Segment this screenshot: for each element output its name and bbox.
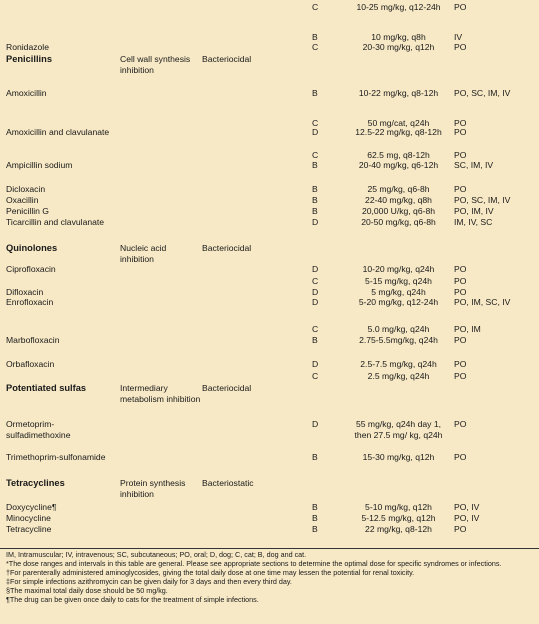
- species-code-cell: D: [312, 264, 319, 274]
- species-code-cell: C: [312, 324, 319, 334]
- footnotes: [6, 551, 534, 604]
- dose-cell: 20-30 mg/kg, q12h: [362, 42, 435, 52]
- footnote: ¶The drug can be given once daily to cats for the treatment of simple infections.: [6, 594, 259, 604]
- dose-cell: 10 mg/kg, q8h: [371, 32, 426, 42]
- route-cell: PO, SC, IM, IV: [454, 88, 511, 98]
- dose-cell: 10-25 mg/kg, q12-24h: [356, 2, 441, 12]
- activity-cell: Bacteriocidal: [202, 243, 252, 253]
- species-code-cell: C: [312, 276, 319, 286]
- species-code-cell: C: [312, 118, 319, 128]
- route-cell: PO, IM, IV: [454, 206, 494, 216]
- drug-name-cell: Tetracycline: [6, 524, 52, 534]
- drug-name-cell: Ronidazole: [6, 42, 49, 52]
- dose-cell: 62.5 mg, q8-12h: [367, 150, 430, 160]
- species-code-cell: B: [312, 160, 318, 170]
- species-code-cell: B: [312, 502, 318, 512]
- species-code-cell: C: [312, 2, 319, 12]
- dose-cell: 50 mg/cat, q24h: [367, 118, 430, 128]
- route-cell: PO: [454, 276, 467, 286]
- route-cell: PO, IV: [454, 513, 480, 523]
- route-cell: PO: [454, 150, 467, 160]
- dose-cell: 20,000 U/kg, q6-8h: [361, 206, 436, 216]
- route-cell: PO: [454, 264, 467, 274]
- route-cell: PO: [454, 371, 467, 381]
- route-cell: PO: [454, 524, 467, 534]
- species-code-cell: B: [312, 452, 318, 462]
- route-cell: PO, IM: [454, 324, 481, 334]
- species-code-cell: B: [312, 195, 318, 205]
- route-cell: PO, SC, IM, IV: [454, 195, 511, 205]
- species-code-cell: D: [312, 359, 319, 369]
- route-cell: PO: [454, 2, 467, 12]
- mechanism-cell: Intermediary metabolism inhibition: [120, 383, 201, 404]
- mechanism-cell: Cell wall synthesis inhibition: [120, 54, 191, 75]
- dose-cell: 20-40 mg/kg, q6-12h: [358, 160, 439, 170]
- route-cell: PO: [454, 419, 467, 429]
- species-code-cell: D: [312, 297, 319, 307]
- species-code-cell: C: [312, 150, 319, 160]
- drug-name-cell: Difloxacin: [6, 287, 44, 297]
- route-cell: SC, IM, IV: [454, 160, 494, 170]
- dose-cell: 10-20 mg/kg, q24h: [362, 264, 435, 274]
- dose-cell: 22 mg/kg, q8-12h: [365, 524, 432, 534]
- route-cell: PO: [454, 184, 467, 194]
- dose-cell: 2.75-5.5mg/kg, q24h: [359, 335, 438, 345]
- route-cell: PO: [454, 42, 467, 52]
- mechanism-cell: Protein synthesis inhibition: [120, 478, 186, 499]
- drug-name-cell: Ticarcillin and clavulanate: [6, 217, 105, 227]
- species-code-cell: B: [312, 206, 318, 216]
- drug-name-cell: Quinolones: [6, 243, 58, 253]
- dose-cell: 25 mg/kg, q6-8h: [367, 184, 430, 194]
- drug-name-cell: Enrofloxacin: [6, 297, 54, 307]
- species-code-cell: B: [312, 524, 318, 534]
- drug-name-cell: Ciprofloxacin: [6, 264, 56, 274]
- dose-cell: 10-22 mg/kg, q8-12h: [358, 88, 439, 98]
- footnote: †For parenterally administered aminoglycosides, giving the total daily dose at one time may lessen the potential for renal toxicity.: [6, 567, 415, 577]
- species-code-cell: C: [312, 42, 319, 52]
- route-cell: PO: [454, 452, 467, 462]
- activity-cell: Bacteriocidal: [202, 54, 252, 64]
- drug-name-cell: Amoxicillin and clavulanate: [6, 127, 110, 137]
- route-cell: PO: [454, 335, 467, 345]
- table-divider: [0, 548, 539, 549]
- species-code-cell: B: [312, 335, 318, 345]
- dose-cell: 2.5 mg/kg, q24h: [367, 371, 430, 381]
- species-code-cell: B: [312, 513, 318, 523]
- activity-cell: Bacteriocidal: [202, 383, 252, 393]
- dose-cell: 12.5-22 mg/kg, q8-12h: [355, 127, 442, 137]
- dose-cell: 22-40 mg/kg, q8h: [365, 195, 432, 205]
- species-code-cell: D: [312, 127, 319, 137]
- footnote: §The maximal total daily dose should be 50 mg/kg.: [6, 585, 168, 595]
- species-code-cell: B: [312, 88, 318, 98]
- drug-name-cell: Penicillin G: [6, 206, 49, 216]
- dose-cell: 20-50 mg/kg, q6-8h: [361, 217, 436, 227]
- species-code-cell: D: [312, 419, 319, 429]
- footnote: IM, Intramuscular; IV, intravenous; SC, subcutaneous; PO, oral; D, dog; C, cat; B, dog and cat.: [6, 550, 307, 559]
- drug-name-cell: Trimethoprim-sulfonamide: [6, 452, 106, 462]
- drug-name-cell: Ampicillin sodium: [6, 160, 73, 170]
- drug-name-cell: Dicloxacin: [6, 184, 46, 194]
- route-cell: IM, IV, SC: [454, 217, 493, 227]
- drug-name-cell: Minocycline: [6, 513, 51, 523]
- dose-cell: 5 mg/kg, q24h: [371, 287, 426, 297]
- route-cell: IV: [454, 32, 463, 42]
- mechanism-cell: Nucleic acid inhibition: [120, 243, 167, 264]
- dose-cell: 5-12.5 mg/kg, q12h: [361, 513, 436, 523]
- drug-name-cell: Marbofloxacin: [6, 335, 60, 345]
- drug-name-cell: Doxycycline¶: [6, 502, 57, 512]
- species-code-cell: B: [312, 184, 318, 194]
- drug-name-cell: Oxacillin: [6, 195, 39, 205]
- drug-name-cell: Amoxicillin: [6, 88, 47, 98]
- dose-cell: 2.5-7.5 mg/kg, q24h: [360, 359, 437, 369]
- footnote: ‡For simple infections azithromycin can be given daily for 3 days and then every third day.: [6, 576, 292, 586]
- drug-name-cell: Orbafloxacin: [6, 359, 55, 369]
- dose-cell: 5-20 mg/kg, q12-24h: [358, 297, 439, 307]
- drug-name-cell: Penicillins: [6, 54, 52, 64]
- dose-cell: 55 mg/kg, q24h day 1, then 27.5 mg/ kg, q24h: [354, 419, 443, 440]
- footnote: *The dose ranges and intervals in this table are general. Please see appropriate sections to determine the optimal dose for specific syndromes or infections.: [6, 558, 502, 568]
- route-cell: PO, IV: [454, 502, 480, 512]
- drug-name-cell: Potentiated sulfas: [6, 383, 87, 393]
- dose-cell: 5-10 mg/kg, q12h: [365, 502, 432, 512]
- species-code-cell: D: [312, 217, 319, 227]
- route-cell: PO: [454, 287, 467, 297]
- activity-cell: Bacteriostatic: [202, 478, 254, 488]
- species-code-cell: B: [312, 32, 318, 42]
- species-code-cell: D: [312, 287, 319, 297]
- dose-cell: 15-30 mg/kg, q12h: [362, 452, 435, 462]
- species-code-cell: C: [312, 371, 319, 381]
- route-cell: PO: [454, 359, 467, 369]
- route-cell: PO, IM, SC, IV: [454, 297, 511, 307]
- route-cell: PO: [454, 127, 467, 137]
- dose-cell: 5.0 mg/kg, q24h: [367, 324, 430, 334]
- route-cell: PO: [454, 118, 467, 128]
- drug-name-cell: Ormetoprim-sulfadimethoxine: [6, 419, 71, 440]
- dose-cell: 5-15 mg/kg, q24h: [365, 276, 432, 286]
- drug-name-cell: Tetracyclines: [6, 478, 65, 488]
